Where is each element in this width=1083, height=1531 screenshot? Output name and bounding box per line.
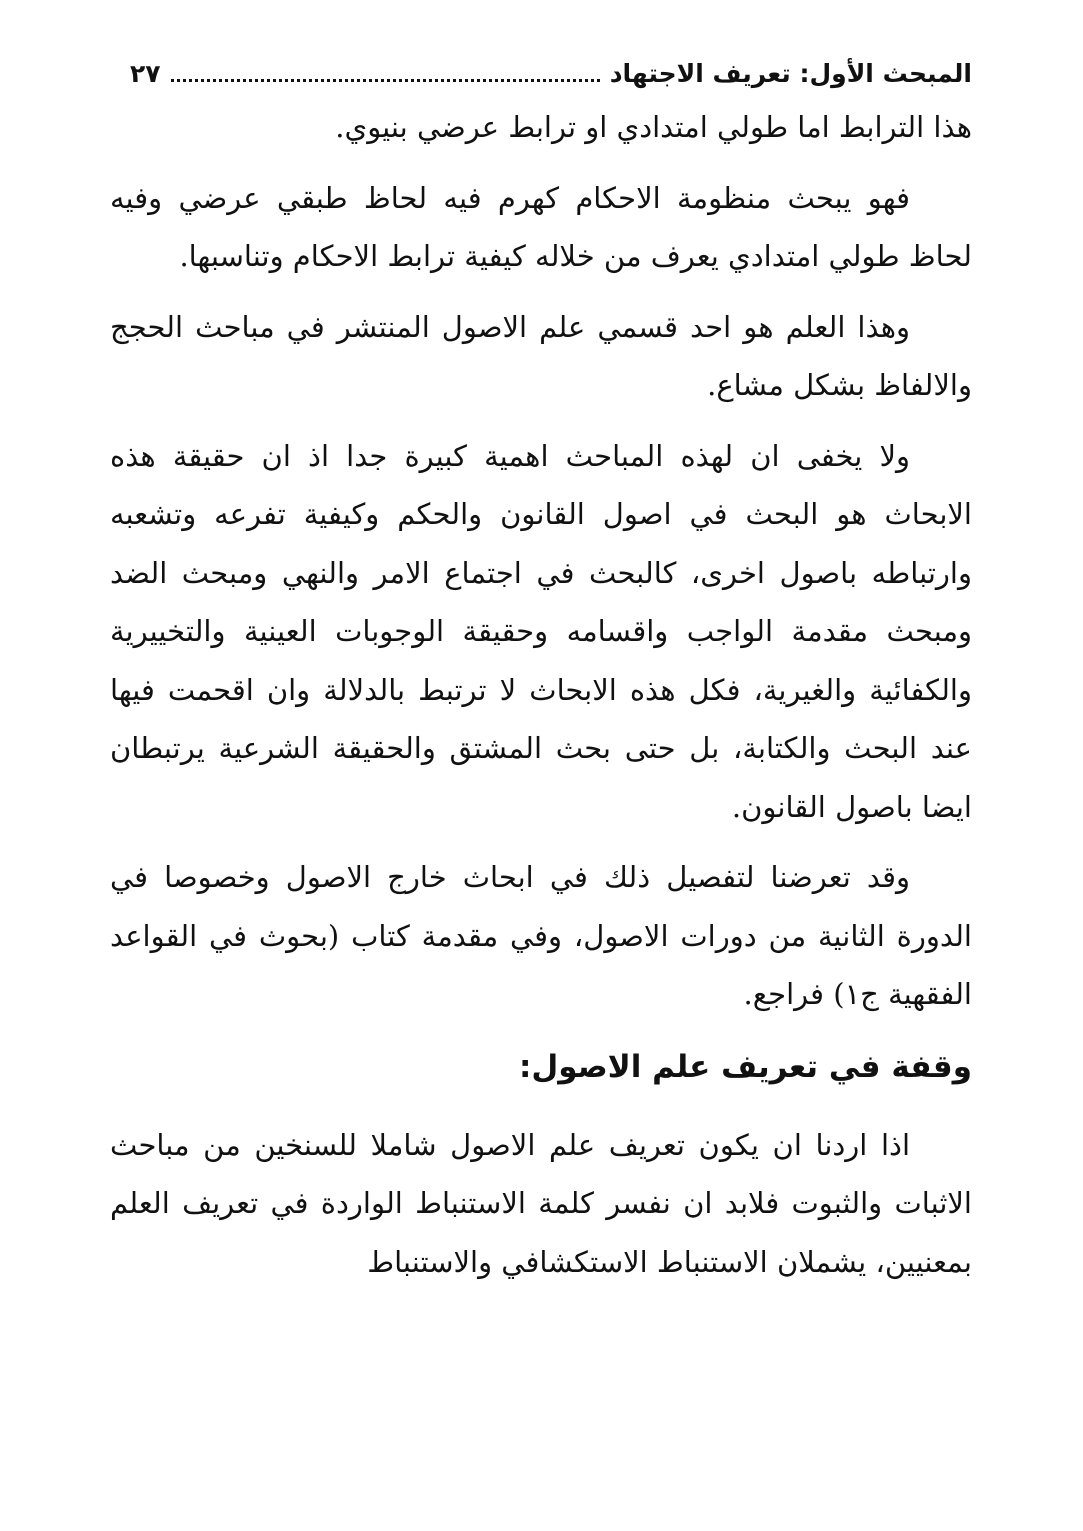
paragraph-2 xyxy=(110,169,972,286)
paragraph-4-text: ولا يخفى ان لهذه المباحث اهمية كبيرة جدا اذ ان حقيقة هذه الابحاث هو البحث في اصول القانون والحكم وكيفية تفرعه وتشعبه وارتباطه باصول اخرى، كالبحث في اجتماع الامر والنهي ومبحث الضد ومبحث مقدمة الواجب واقسامه وحقيقة الوجوبات العينية والتخييرية والكفائية والغيرية، فكل هذه الابحاث لا ترتبط بالدلالة وان اقحمت فيها عند البحث والكتابة، بل حتى بحث المشتق والحقيقة الشرعية يرتبطان ايضا باصول القانون. xyxy=(110,438,972,824)
running-header xyxy=(110,50,972,98)
paragraph-3-text: وهذا العلم هو احد قسمي علم الاصول المنتشر في مباحث الحجج والالفاظ بشكل مشاع. xyxy=(110,309,972,402)
page-number: ٢٧ xyxy=(130,59,161,88)
paragraph-3 xyxy=(110,298,972,415)
chapter-title: المبحث الأول: تعريف الاجتهاد xyxy=(609,59,972,88)
paragraph-5-text: وقد تعرضنا لتفصيل ذلك في ابحاث خارج الاصول وخصوصا في الدورة الثانية من دورات الاصول، وفي مقدمة كتاب (بحوث في القواعد الفقهية ج١) فراجع. xyxy=(110,860,972,1011)
paragraph-6-text: اذا اردنا ان يكون تعريف علم الاصول شاملا للسنخين من مباحث الاثبات والثبوت فلابد ان نفسر كلمة الاستنباط الواردة في تعريف العلم بمعنيين، يشملان الاستنباط الاستكشافي والاستنباط xyxy=(110,1127,972,1279)
paragraph-5 xyxy=(110,848,972,1024)
section-heading: وقفة في تعريف علم الاصول: xyxy=(518,1048,972,1085)
paragraph-2-text: فهو يبحث منظومة الاحكام كهرم فيه لحاظ طبقي عرضي وفيه لحاظ طولي امتدادي يعرف من خلاله كيفية ترابط الاحكام وتناسبها. xyxy=(110,180,972,273)
paragraph-4 xyxy=(110,427,972,837)
dotted-leader xyxy=(171,51,600,82)
book-page xyxy=(110,50,972,1303)
paragraph-6 xyxy=(110,1116,972,1292)
paragraph-1: هذا الترابط اما طولي امتدادي او ترابط عرضي بنيوي. xyxy=(335,110,972,144)
